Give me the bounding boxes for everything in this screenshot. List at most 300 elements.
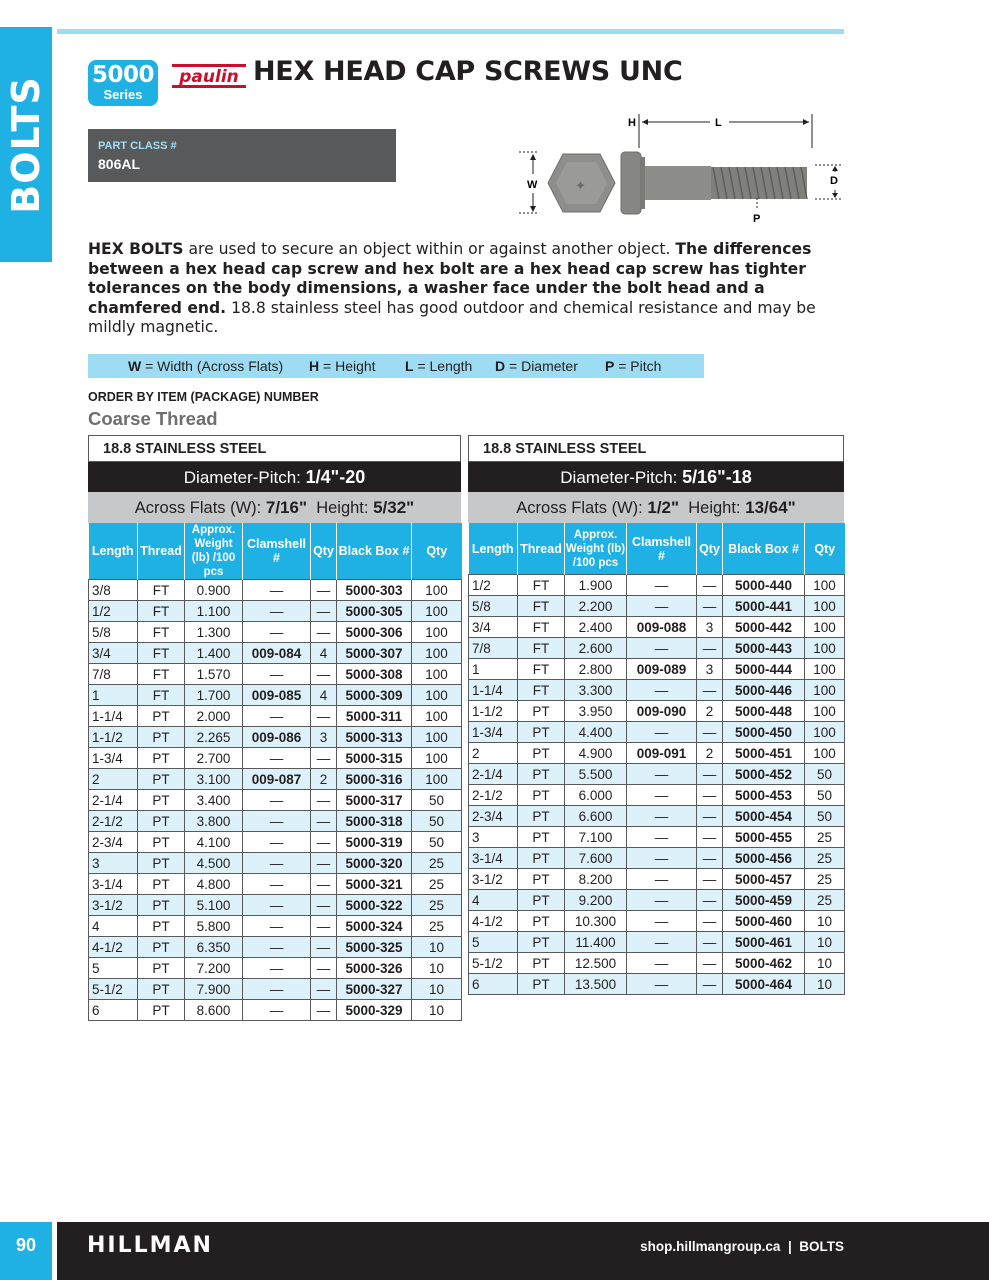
table-cell: 50 [412,790,462,811]
column-header: Black Box # [723,523,805,575]
dimension-legend [88,354,704,378]
table-cell: PT [518,806,565,827]
table-cell: 6 [469,974,518,995]
column-header: Thread [518,523,565,575]
table-cell: PT [138,937,185,958]
table-cell: — [311,958,337,979]
table-row[interactable] [89,643,462,664]
table-cell: — [627,764,697,785]
table-row[interactable] [469,848,845,869]
table-cell: FT [518,617,565,638]
table-cell: — [311,832,337,853]
table-cell: — [697,722,723,743]
table-cell: PT [138,811,185,832]
table-cell: — [243,874,311,895]
table-cell: 5000-303 [337,580,412,601]
table-cell: 1.570 [185,664,243,685]
table-cell: — [311,601,337,622]
sizes-table [88,523,462,1021]
table-cell: 5000-320 [337,853,412,874]
table-cell: — [311,895,337,916]
table-cell: — [243,832,311,853]
legend-item: W = Width (Across Flats) [128,358,284,374]
table-cell: 4 [89,916,138,937]
table-cell: 1-1/4 [469,680,518,701]
header-row [469,523,845,575]
table-row[interactable] [469,659,845,680]
table-cell: — [627,869,697,890]
table-cell: 7.600 [565,848,627,869]
table-row[interactable] [469,890,845,911]
table-cell: 10 [805,974,845,995]
table-cell: 5000-451 [723,743,805,764]
across-flats-value: 1/2" [647,498,680,517]
table-cell: 5000-442 [723,617,805,638]
table-cell: 10 [412,979,462,1000]
table-cell: 5000-453 [723,785,805,806]
table-cell: PT [138,853,185,874]
table-cell: PT [138,790,185,811]
dim-h-label: H [628,117,636,129]
table-cell: 100 [412,727,462,748]
table-cell: 4-1/2 [469,911,518,932]
table-cell: — [697,575,723,596]
table-row[interactable] [89,685,462,706]
description-text-2: 18.8 stainless steel has good outdoor and chemical resistance and may be mildly magnetic. [88,298,816,336]
table-cell: FT [518,659,565,680]
table-cell: 1-3/4 [89,748,138,769]
table-row[interactable] [89,601,462,622]
series-number: 5000 [91,62,154,88]
diameter-pitch-row: Diameter-Pitch: 5/16"-18 [468,462,844,492]
table-cell: 5000-319 [337,832,412,853]
table-cell: 1-3/4 [469,722,518,743]
hillman-logo: HILLMAN [87,1233,213,1258]
table-cell: 5 [89,958,138,979]
across-flats-row: Across Flats (W): 1/2" Height: 13/64" [468,492,844,523]
table-cell: PT [138,958,185,979]
table-row[interactable] [89,769,462,790]
table-cell: 2-1/4 [469,764,518,785]
table-cell: 100 [412,643,462,664]
table-cell: PT [518,890,565,911]
dim-p-label: P [753,213,761,225]
table-row[interactable] [89,1000,462,1021]
table-cell: 2-1/2 [89,811,138,832]
table-cell: 1.900 [565,575,627,596]
part-class-box [88,129,396,182]
table-cell: 5000-450 [723,722,805,743]
table-cell: 13.500 [565,974,627,995]
table-cell: — [311,853,337,874]
table-cell: 6 [89,1000,138,1021]
product-table-quarter-inch [88,435,461,1021]
table-row[interactable] [469,596,845,617]
table-cell: PT [138,832,185,853]
table-cell: 10 [412,958,462,979]
table-row[interactable] [469,869,845,890]
table-cell: 100 [412,601,462,622]
table-cell: — [697,638,723,659]
table-cell: 4.800 [185,874,243,895]
table-cell: — [311,874,337,895]
table-cell: 50 [805,806,845,827]
table-cell: 1 [469,659,518,680]
table-cell: — [311,790,337,811]
table-row[interactable] [469,953,845,974]
table-cell: 5000-324 [337,916,412,937]
table-cell: FT [138,622,185,643]
table-cell: 5000-313 [337,727,412,748]
table-cell: 7.100 [565,827,627,848]
table-cell: 5000-317 [337,790,412,811]
table-cell: 100 [412,706,462,727]
table-cell: 3-1/4 [469,848,518,869]
table-cell: 6.000 [565,785,627,806]
table-cell: 5 [469,932,518,953]
table-cell: — [627,911,697,932]
table-cell: 100 [412,685,462,706]
table-cell: 100 [412,769,462,790]
series-label: Series [103,87,143,102]
table-cell: 5000-315 [337,748,412,769]
table-cell: 1-1/2 [469,701,518,722]
table-cell: 1.300 [185,622,243,643]
table-cell: 2-3/4 [469,806,518,827]
table-row[interactable] [89,580,462,601]
table-row[interactable] [89,979,462,1000]
table-cell: — [627,575,697,596]
table-cell: 3.800 [185,811,243,832]
table-cell: — [311,748,337,769]
table-cell: — [311,979,337,1000]
table-cell: — [697,890,723,911]
table-cell: 5000-448 [723,701,805,722]
table-cell: 3 [311,727,337,748]
table-cell: 1.700 [185,685,243,706]
table-cell: 5/8 [89,622,138,643]
table-row[interactable] [469,764,845,785]
table-cell: 1.100 [185,601,243,622]
table-row[interactable] [89,811,462,832]
table-cell: 50 [412,811,462,832]
table-row[interactable] [469,680,845,701]
table-row[interactable] [469,743,845,764]
table-cell: 100 [412,580,462,601]
table-row[interactable] [89,748,462,769]
table-cell: — [697,785,723,806]
table-row[interactable] [469,974,845,995]
table-cell: 5.500 [565,764,627,785]
table-cell: 3.100 [185,769,243,790]
table-cell: 2 [697,701,723,722]
table-cell: — [243,664,311,685]
table-cell: 1/2 [89,601,138,622]
table-cell: PT [138,895,185,916]
table-cell: 3.950 [565,701,627,722]
table-cell: PT [138,727,185,748]
material-heading: 18.8 STAINLESS STEEL [468,435,844,462]
page-number: 90 [0,1222,52,1280]
table-cell: 2.400 [565,617,627,638]
table-cell: 2.200 [565,596,627,617]
description-bold-2: The differences between a hex head cap screw and hex bolt are a hex head cap screw has tighter tolerances on the body dimensions, a washer face under the bolt head and a chamfered end. [88,240,812,317]
product-table-five-sixteenths-inch [468,435,844,995]
table-cell: 50 [805,764,845,785]
table-cell: — [697,953,723,974]
table-cell: 009-088 [627,617,697,638]
column-header: Qty [805,523,845,575]
material-heading: 18.8 STAINLESS STEEL [88,435,461,462]
table-cell: 3 [89,853,138,874]
table-cell: 5000-454 [723,806,805,827]
table-cell: — [697,764,723,785]
table-cell: — [697,806,723,827]
table-cell: 25 [412,895,462,916]
table-cell: 5000-316 [337,769,412,790]
table-cell: 4-1/2 [89,937,138,958]
table-cell: 5000-441 [723,596,805,617]
section-tab [0,27,52,262]
table-cell: 2.600 [565,638,627,659]
table-cell: 5000-459 [723,890,805,911]
table-cell: 100 [805,659,845,680]
table-cell: 9.200 [565,890,627,911]
table-cell: 5000-446 [723,680,805,701]
column-header: Qty [412,523,462,580]
table-cell: 100 [805,638,845,659]
table-cell: FT [138,580,185,601]
table-row[interactable] [469,617,845,638]
table-cell: — [311,622,337,643]
table-row[interactable] [469,932,845,953]
table-row[interactable] [89,853,462,874]
table-cell: 10 [412,937,462,958]
dim-l-label: L [715,117,722,129]
table-cell: 100 [805,722,845,743]
table-cell: 5.100 [185,895,243,916]
table-cell: — [627,827,697,848]
column-header: Black Box # [337,523,412,580]
footer-url[interactable]: shop.hillmangroup.ca [640,1239,781,1254]
table-cell: 25 [412,853,462,874]
across-flats-value: 7/16" [265,498,308,517]
table-cell: 1.400 [185,643,243,664]
table-row[interactable] [469,638,845,659]
table-cell: — [627,638,697,659]
table-cell: 7.200 [185,958,243,979]
table-cell: 3-1/2 [89,895,138,916]
table-cell: — [243,622,311,643]
table-cell: 100 [805,743,845,764]
table-cell: 4 [311,643,337,664]
table-cell: FT [138,664,185,685]
legend-item: P = Pitch [605,358,662,374]
description-text-1: are used to secure an object within or against another object. [183,240,676,258]
table-cell: — [311,916,337,937]
table-cell: 6.600 [565,806,627,827]
footer-section: BOLTS [799,1239,844,1254]
top-rule [57,29,844,34]
table-cell: 3.300 [565,680,627,701]
table-cell: 100 [412,748,462,769]
table-cell: 3/8 [89,580,138,601]
table-cell: 8.600 [185,1000,243,1021]
column-header: Qty [311,523,337,580]
table-cell: 5000-443 [723,638,805,659]
description-bold-1: HEX BOLTS [88,240,184,258]
table-cell: 1-1/4 [89,706,138,727]
footer-separator: | [787,1239,792,1254]
height-value: 5/32" [373,498,415,517]
table-cell: 7.900 [185,979,243,1000]
across-flats-row: Across Flats (W): 7/16" Height: 5/32" [88,492,461,523]
table-cell: — [243,601,311,622]
table-cell: 5000-307 [337,643,412,664]
table-cell: — [627,890,697,911]
table-cell: 5000-327 [337,979,412,1000]
table-cell: — [311,937,337,958]
table-cell: — [697,680,723,701]
table-row[interactable] [89,958,462,979]
table-row[interactable] [469,575,845,596]
table-row[interactable] [469,827,845,848]
table-cell: — [243,790,311,811]
table-cell: 11.400 [565,932,627,953]
table-row[interactable] [89,622,462,643]
table-row[interactable] [89,937,462,958]
table-cell: FT [518,638,565,659]
table-cell: — [311,664,337,685]
table-cell: — [311,1000,337,1021]
table-cell: 3.400 [185,790,243,811]
table-row[interactable] [469,911,845,932]
table-row[interactable] [89,874,462,895]
table-cell: 5-1/2 [89,979,138,1000]
table-cell: 12.500 [565,953,627,974]
table-cell: 100 [805,596,845,617]
table-cell: — [697,827,723,848]
table-cell: 5000-318 [337,811,412,832]
table-cell: FT [138,685,185,706]
table-cell: — [627,974,697,995]
table-cell: 10.300 [565,911,627,932]
table-cell: 009-090 [627,701,697,722]
sizes-table [468,523,845,995]
table-cell: 3/4 [89,643,138,664]
table-cell: PT [518,785,565,806]
table-cell: 1 [89,685,138,706]
table-cell: 7/8 [469,638,518,659]
column-header: Qty [697,523,723,575]
header-row [89,523,462,580]
table-cell: 5000-322 [337,895,412,916]
table-cell: 4.900 [565,743,627,764]
table-cell: 2 [697,743,723,764]
table-cell: 2.265 [185,727,243,748]
table-row[interactable] [469,806,845,827]
svg-text:paulin: paulin [179,67,239,87]
table-cell: 25 [805,848,845,869]
table-cell: 5000-460 [723,911,805,932]
table-cell: 0.900 [185,580,243,601]
table-cell: — [697,596,723,617]
table-cell: FT [518,596,565,617]
table-cell: PT [138,769,185,790]
table-cell: PT [518,869,565,890]
table-row[interactable] [89,916,462,937]
table-row[interactable] [469,722,845,743]
table-row[interactable] [89,832,462,853]
table-cell: 009-091 [627,743,697,764]
table-cell: 5000-452 [723,764,805,785]
svg-text:✦: ✦ [575,178,586,193]
bolt-diagram [515,112,850,227]
dim-d-label: D [830,175,838,187]
table-row[interactable] [89,706,462,727]
table-cell: — [311,811,337,832]
table-cell: — [311,706,337,727]
table-cell: — [243,811,311,832]
table-cell: — [697,869,723,890]
table-cell: PT [138,916,185,937]
table-cell: 5000-306 [337,622,412,643]
table-cell: — [243,958,311,979]
table-row[interactable] [89,895,462,916]
column-header: Approx. Weight (lb) /100 pcs [185,523,243,580]
table-cell: 5000-455 [723,827,805,848]
table-cell: 5000-329 [337,1000,412,1021]
column-header: Length [469,523,518,575]
table-cell: 100 [412,664,462,685]
table-cell: 5000-464 [723,974,805,995]
table-cell: 3 [697,617,723,638]
table-cell: 5000-461 [723,932,805,953]
table-cell: 8.200 [565,869,627,890]
legend-item: L = Length [405,358,473,374]
table-cell: PT [518,953,565,974]
part-class-value: 806AL [98,156,141,172]
table-cell: — [243,706,311,727]
table-cell: 5-1/2 [469,953,518,974]
table-cell: 25 [805,869,845,890]
table-cell: 10 [805,953,845,974]
table-cell: 4.400 [565,722,627,743]
table-row[interactable] [89,727,462,748]
column-header: Approx. Weight (lb) /100 pcs [565,523,627,575]
table-cell: PT [138,748,185,769]
table-cell: 5/8 [469,596,518,617]
table-cell: 3-1/4 [89,874,138,895]
table-row[interactable] [469,701,845,722]
table-cell: 009-084 [243,643,311,664]
table-row[interactable] [89,790,462,811]
table-cell: FT [518,575,565,596]
table-cell: 4.100 [185,832,243,853]
table-cell: 100 [805,575,845,596]
table-row[interactable] [89,664,462,685]
legend-item: D = Diameter [495,358,578,374]
table-cell: — [243,895,311,916]
table-cell: — [243,853,311,874]
table-cell: — [627,785,697,806]
table-row[interactable] [469,785,845,806]
table-cell: — [697,848,723,869]
table-cell: 5000-309 [337,685,412,706]
table-cell: 3/4 [469,617,518,638]
table-cell: 1-1/2 [89,727,138,748]
table-cell: 100 [412,622,462,643]
